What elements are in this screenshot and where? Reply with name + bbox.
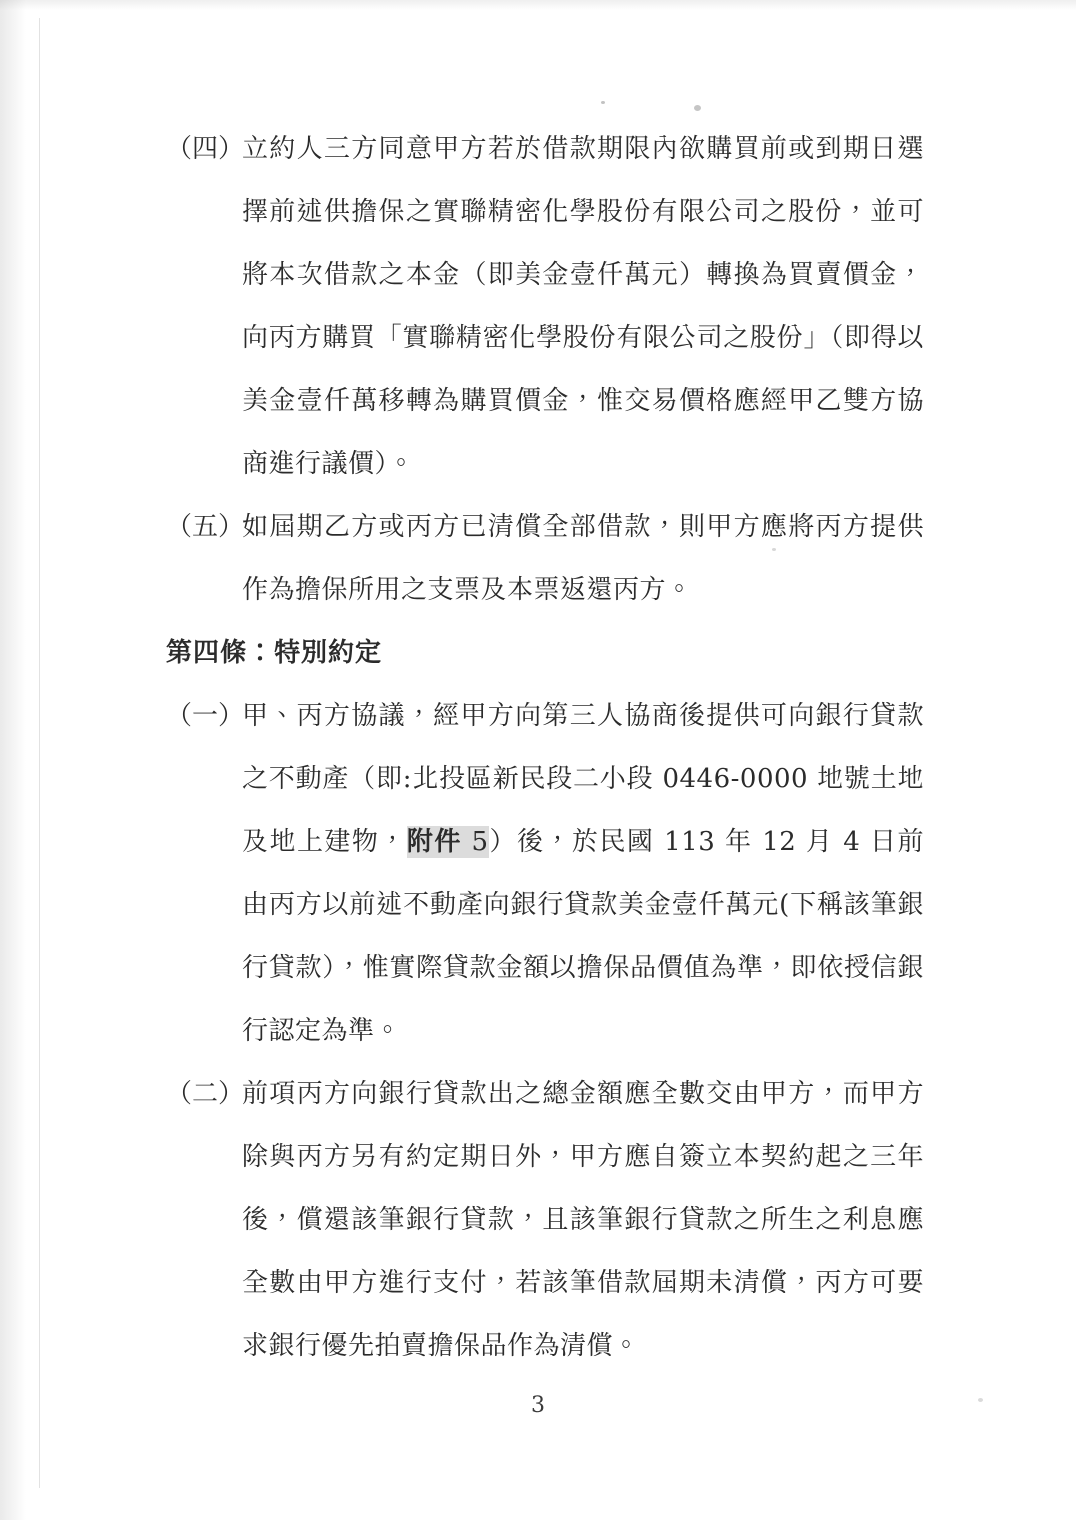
attachment-reference-highlight (407, 826, 489, 858)
clause-marker: （一） (166, 701, 245, 731)
scan-streak-line (39, 18, 40, 1488)
clause-text: 如屆期乙方或丙方已清償全部借款，則甲方應將丙方提供作為擔保所用之支票及本票返還丙方。 (242, 512, 924, 605)
clause-marker: （二） (166, 1079, 245, 1109)
scan-top-shadow (0, 0, 1076, 10)
clause-item (166, 1063, 924, 1378)
clause-text: 前項丙方向銀行貸款出之總金額應全數交由甲方，而甲方除與丙方另有約定期日外，甲方應自簽立本契約起之三年後，償還該筆銀行貸款，且該筆銀行貸款之所生之利息應全數由甲方進行支付，若該筆借款屆期未清償，丙方可要求銀行優先拍賣擔保品作為清償。 (242, 1079, 924, 1361)
attachment-reference-label: 附件 (406, 827, 462, 857)
clause-marker: （五） (166, 512, 245, 542)
section-heading: 第四條：特別約定 (166, 638, 383, 668)
clause-text-part-1: 甲、丙方協議，經甲方向第三人協商後提供可向銀行貸款之不動產（即:北投區新民段二小段 0446-0000 地號土地及地上建物， (242, 701, 924, 857)
document-body (166, 118, 924, 1378)
scan-speck (694, 105, 701, 111)
clause-item (166, 496, 924, 622)
clause-text-part-2: ）後，於民國 113 年 12 月 4 日前由丙方以前述不動產向銀行貸款美金壹仟萬元(下稱該筆銀行貸款），惟實際貸款金額以擔保品價值為準，即依授信銀行認定為準。 (242, 827, 924, 1046)
clause-item (166, 685, 924, 1063)
clause-text: 立約人三方同意甲方若於借款期限內欲購買前或到期日選擇前述供擔保之實聯精密化學股份有限公司之股份，並可將本次借款之本金（即美金壹仟萬元）轉換為買賣價金，向丙方購買「實聯精密化學股份有限公司之股份」（即得以美金壹仟萬移轉為購買價金，惟交易價格應經甲乙雙方協商進行議價）。 (242, 134, 924, 479)
clause-item (166, 118, 924, 496)
page-number: 3 (531, 1393, 545, 1418)
scan-left-shadow (0, 0, 26, 1520)
clause-marker: （四） (166, 134, 245, 164)
scan-speck (601, 101, 605, 104)
attachment-reference-number: 5 (461, 827, 489, 857)
